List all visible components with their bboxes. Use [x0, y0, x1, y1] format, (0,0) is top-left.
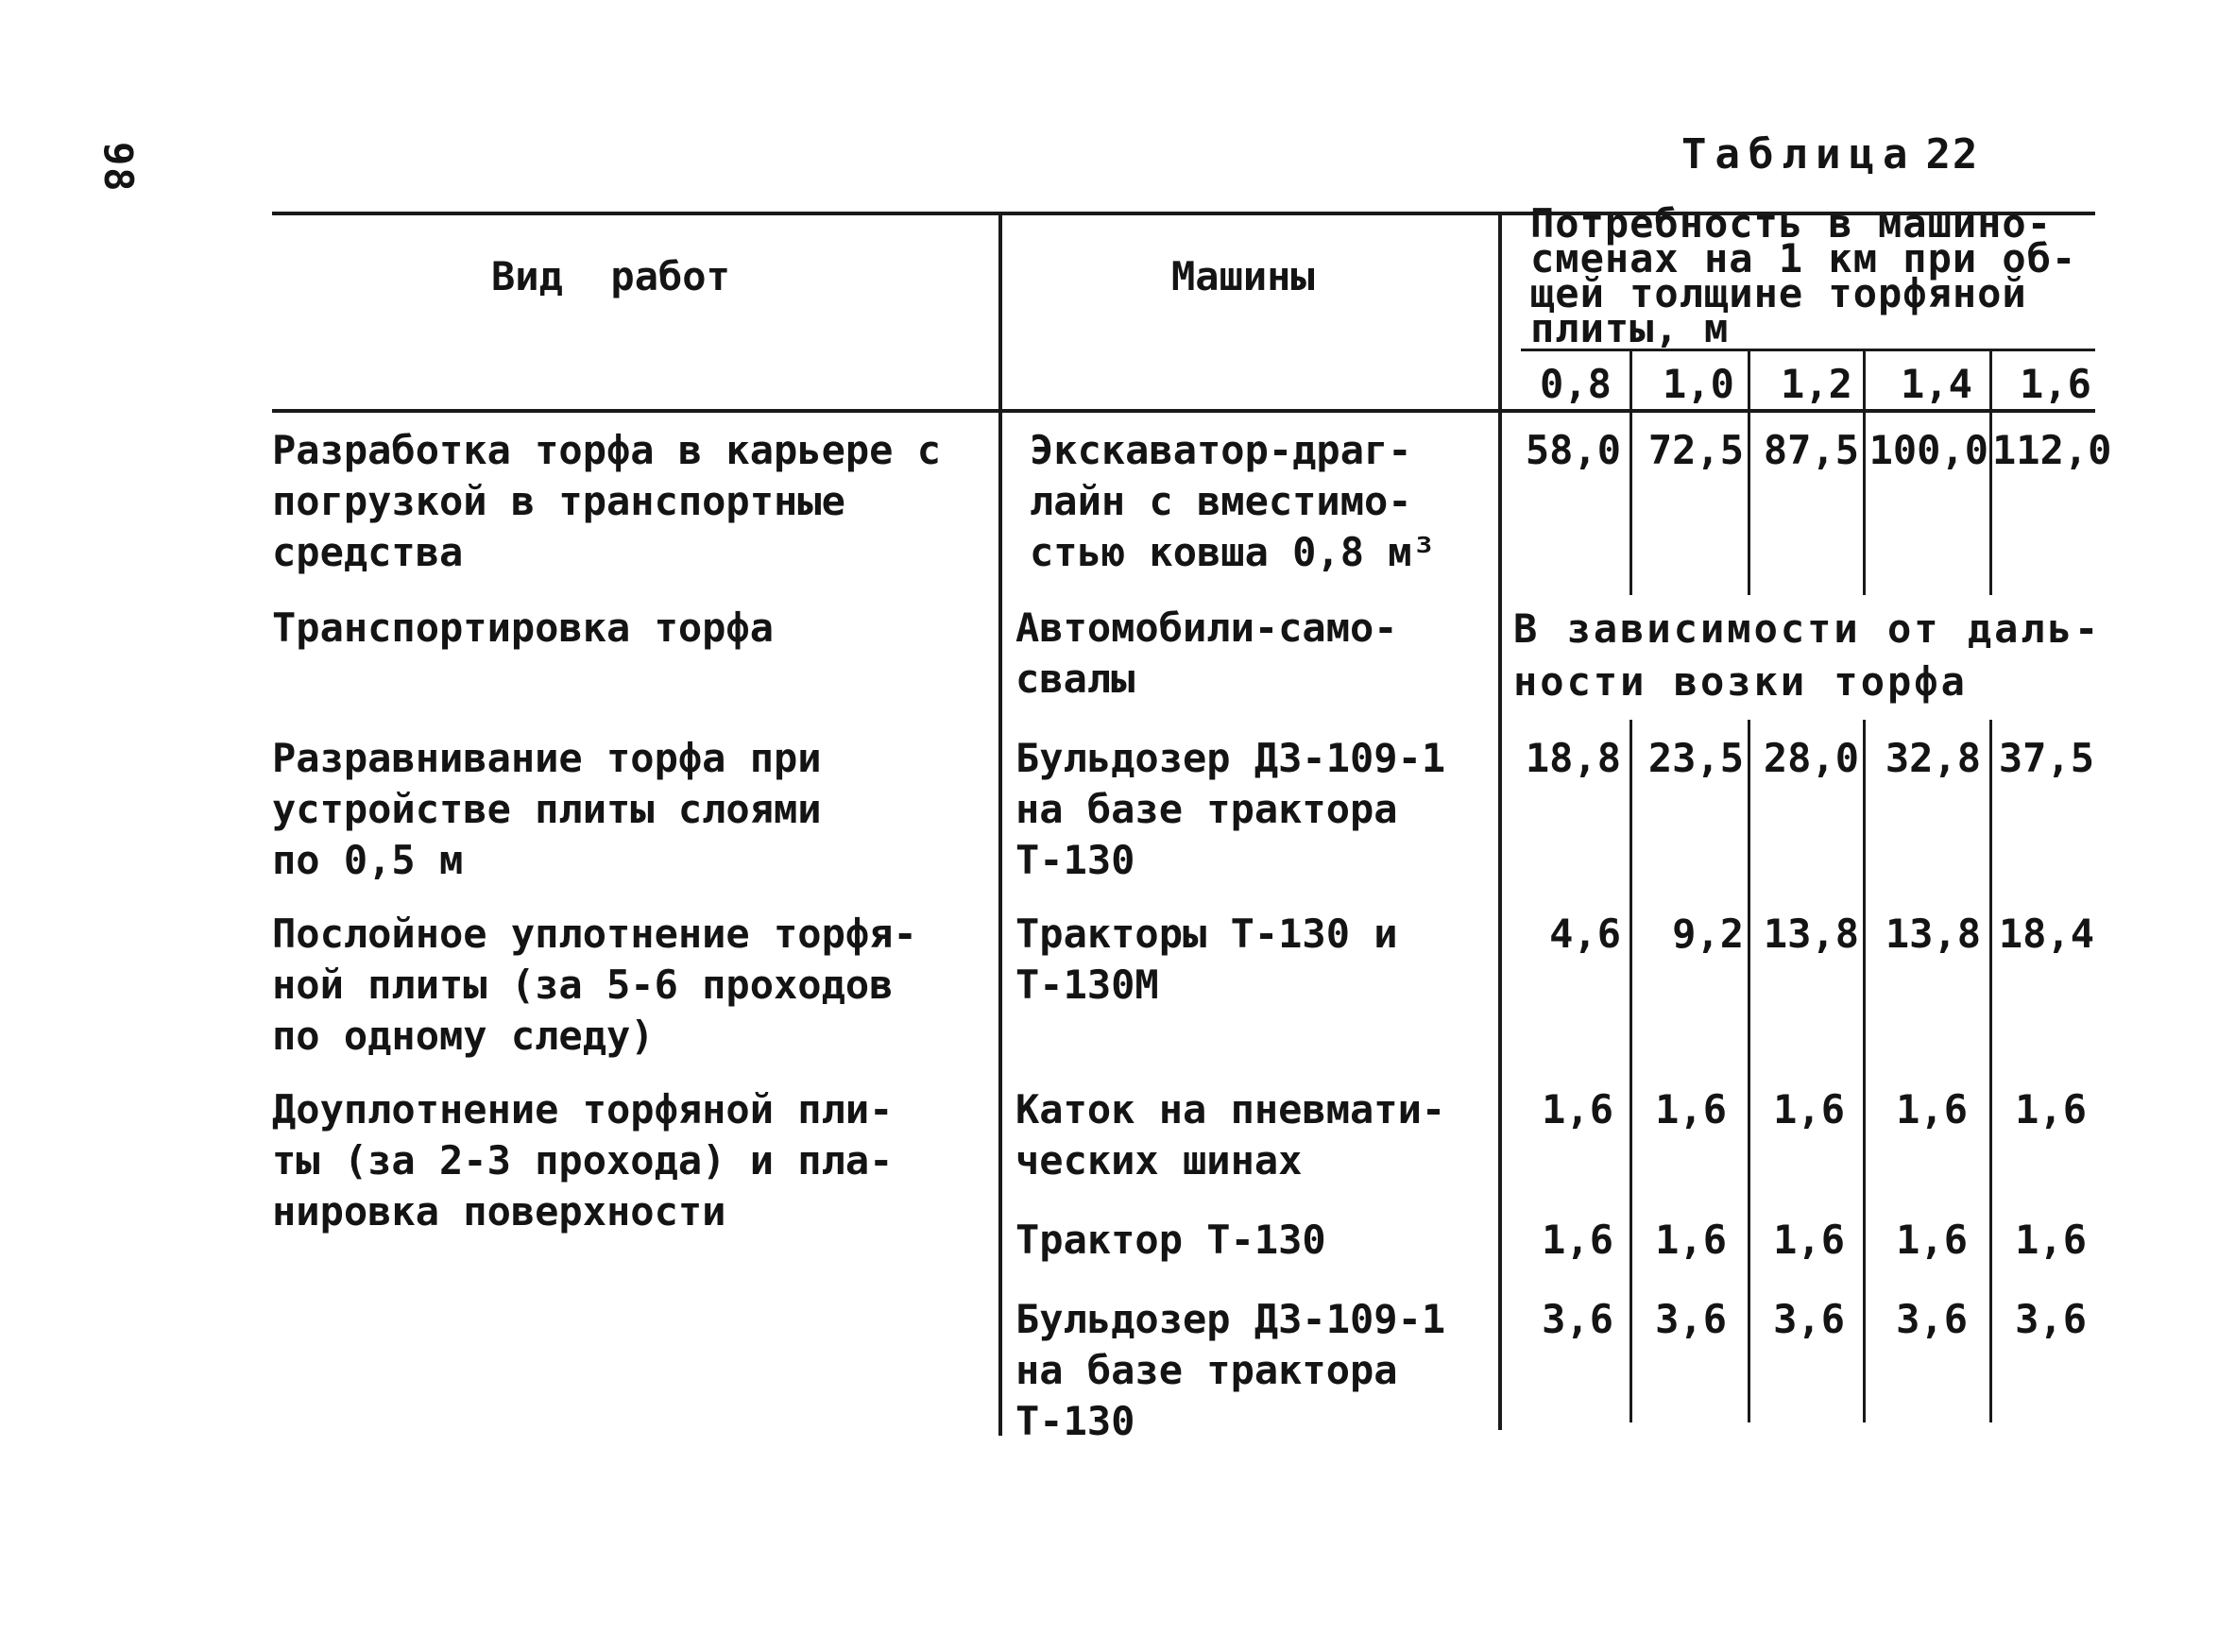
value-cell: 3,6 [2015, 1296, 2087, 1342]
value-cell: 32,8 [1885, 735, 1981, 781]
value-cell: 37,5 [1998, 735, 2094, 781]
text-line: на базе трактора [1015, 1347, 1398, 1393]
text-line: Экскаватор-драг- [1030, 427, 1412, 473]
text-line: ности возки торфа [1513, 658, 1968, 705]
value-cell: 18,4 [1998, 911, 2094, 957]
value-divider-4 [1989, 351, 1992, 595]
text-line: Разработка торфа в карьере с [272, 427, 942, 473]
value-cell: 18,8 [1525, 735, 1621, 781]
text-line: Доуплотнение торфяной пли- [272, 1086, 894, 1133]
value-cell: 1,6 [1773, 1217, 1845, 1263]
header-need-line: плиты, м [1530, 305, 1730, 351]
row-machine [1015, 733, 1445, 886]
header-need-line: сменах на 1 км при об- [1530, 235, 2077, 281]
row-work-type [272, 603, 774, 654]
text-line: стью ковша 0,8 м³ [1030, 529, 1436, 575]
text-line: Разравнивание торфа при [272, 735, 822, 781]
row-machine [1015, 1084, 1445, 1186]
header-thickness: 1,0 [1663, 361, 1734, 407]
value-cell: 3,6 [1542, 1296, 1613, 1342]
text-line: Транспортировка торфа [272, 605, 775, 651]
value-divider-3 [1863, 351, 1866, 595]
text-line: лайн с вместимо- [1030, 478, 1412, 524]
header-thickness: 0,8 [1540, 361, 1612, 407]
text-line: средства [272, 529, 464, 575]
text-line: погрузкой в транспортные [272, 478, 845, 524]
value-cell: 4,6 [1549, 911, 1621, 957]
row-work-type [272, 909, 917, 1062]
header-machines: Машины [1171, 253, 1315, 299]
text-line: Т-130 [1015, 837, 1135, 883]
value-cell: 1,6 [1896, 1086, 1968, 1133]
value-cell: 3,6 [1655, 1296, 1727, 1342]
text-line: на базе трактора [1015, 786, 1398, 832]
column-divider-values [1498, 212, 1502, 1430]
page-number: 98 [95, 142, 142, 194]
table-caption-word: Таблица [1681, 130, 1917, 179]
value-cell: 72,5 [1647, 427, 1744, 473]
value-cell: 58,0 [1525, 427, 1621, 473]
header-work-type: Вид работ [491, 253, 730, 299]
value-cell: 3,6 [1773, 1296, 1845, 1342]
text-line: Т-130М [1015, 962, 1159, 1008]
value-cell: 9,2 [1672, 911, 1744, 957]
header-thickness: 1,2 [1781, 361, 1852, 407]
table-caption [1681, 130, 1979, 179]
header-need-line: Потребность в машино- [1530, 200, 2053, 247]
value-cell: 1,6 [1542, 1217, 1613, 1263]
value-cell: 87,5 [1763, 427, 1859, 473]
header-thickness: 1,6 [2020, 361, 2091, 407]
text-line: ной плиты (за 5-6 проходов [272, 962, 894, 1008]
text-line: Т-130 [1015, 1398, 1135, 1444]
row-span-note [1513, 603, 2101, 708]
header-bottom-rule [272, 409, 2095, 413]
text-line: ты (за 2-3 прохода) и пла- [272, 1137, 894, 1184]
value-cell: 28,0 [1763, 735, 1859, 781]
value-divider-1 [1629, 351, 1632, 595]
text-line: Трактор Т-130 [1015, 1217, 1326, 1263]
value-cell: 23,5 [1647, 735, 1744, 781]
column-divider-machines [998, 212, 1002, 1436]
value-cell: 3,6 [1896, 1296, 1968, 1342]
text-line: Бульдозер ДЗ-109-1 [1015, 1296, 1446, 1342]
text-line: Послойное уплотнение торфя- [272, 911, 917, 957]
text-line: Автомобили-само- [1015, 605, 1398, 651]
text-line: нировка поверхности [272, 1188, 726, 1235]
value-cell: 1,6 [1655, 1086, 1727, 1133]
row-work-type [272, 425, 941, 578]
value-cell: 100,0 [1868, 427, 1988, 473]
header-need-text [1530, 200, 2077, 351]
text-line: по одному следу) [272, 1013, 655, 1059]
value-cell: 1,6 [1896, 1217, 1968, 1263]
value-cell: 13,8 [1885, 911, 1981, 957]
value-cell: 1,6 [1542, 1086, 1613, 1133]
text-line: Каток на пневмати- [1015, 1086, 1446, 1133]
row-machine [1015, 1294, 1445, 1447]
row-machine [1030, 425, 1436, 578]
text-line: свалы [1015, 656, 1135, 702]
value-cell: 112,0 [1992, 427, 2112, 473]
text-line: ческих шинах [1015, 1137, 1303, 1184]
row-machine [1015, 603, 1398, 705]
value-cell: 1,6 [2015, 1217, 2087, 1263]
value-cell: 13,8 [1763, 911, 1859, 957]
row-work-type [272, 733, 822, 886]
value-divider-2 [1748, 351, 1750, 595]
text-line: Тракторы Т-130 и [1015, 911, 1398, 957]
text-line: устройстве плиты слоями [272, 786, 822, 832]
value-cell: 1,6 [2015, 1086, 2087, 1133]
row-work-type [272, 1084, 893, 1237]
text-line: В зависимости от даль- [1513, 605, 2102, 652]
text-line: по 0,5 м [272, 837, 464, 883]
header-thickness: 1,4 [1901, 361, 1972, 407]
row-machine [1015, 909, 1398, 1011]
header-need-line: щей толщине торфяной [1530, 270, 2027, 316]
value-cell: 1,6 [1773, 1086, 1845, 1133]
row-machine [1015, 1215, 1326, 1266]
text-line: Бульдозер ДЗ-109-1 [1015, 735, 1446, 781]
table-caption-number: 22 [1925, 130, 1980, 179]
value-cell: 1,6 [1655, 1217, 1727, 1263]
